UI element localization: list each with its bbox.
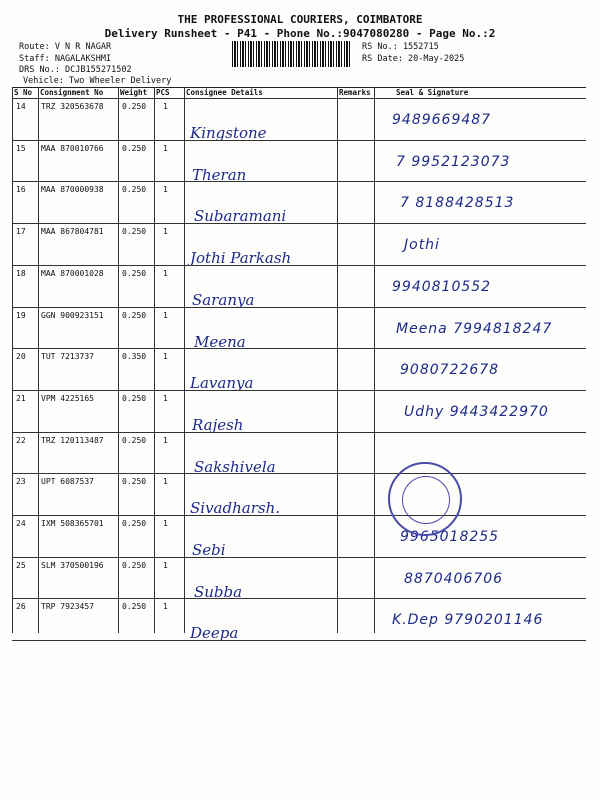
row-consignment-no: MAA 867804781 xyxy=(41,227,104,237)
row-signature-handwritten: 9080722678 xyxy=(400,362,500,379)
row-weight: 0.250 xyxy=(122,102,147,111)
row-consignee-handwritten: Sebi xyxy=(192,541,226,559)
row-sno: 14 xyxy=(16,102,26,111)
col-divider xyxy=(118,87,119,633)
row-consignee-handwritten: Kingstone xyxy=(190,124,267,142)
row-consignee-handwritten: Subaramani xyxy=(194,207,287,226)
row-consignee-handwritten: Meena xyxy=(194,332,246,351)
row-consignment-no: TUT 7213737 xyxy=(41,352,94,362)
table-border-left xyxy=(12,87,13,633)
row-consignee-handwritten: Theran xyxy=(192,165,247,184)
row-rule xyxy=(12,348,586,349)
row-pcs: 1 xyxy=(163,435,168,445)
row-signature-handwritten: Meena 7994818247 xyxy=(396,320,553,337)
staff-label: Staff: NAGALAKSHMI xyxy=(19,54,112,64)
row-weight: 0.250 xyxy=(122,519,147,528)
col-header-remarks: Remarks xyxy=(339,88,371,97)
col-header-signature: Seal & Signature xyxy=(396,88,469,97)
row-pcs: 1 xyxy=(163,560,168,570)
row-consignment-no: SLM 370500196 xyxy=(41,560,104,570)
row-consignment-no: MAA 870010766 xyxy=(41,143,104,153)
row-pcs: 1 xyxy=(163,352,168,362)
col-divider xyxy=(337,87,338,633)
row-consignee-handwritten: Rajesh xyxy=(192,415,244,434)
row-consignee-handwritten: Sakshivela xyxy=(194,457,276,476)
row-signature-handwritten: 8870406706 xyxy=(404,570,504,587)
row-sno: 26 xyxy=(16,602,26,612)
row-consignment-no: MAA 870000938 xyxy=(41,185,104,195)
col-divider xyxy=(154,87,155,633)
row-pcs: 1 xyxy=(163,393,168,403)
row-consignee-handwritten: Jothi Parkash xyxy=(190,249,292,268)
row-consignee-handwritten: Sivadharsh. xyxy=(190,499,280,518)
row-signature-handwritten: 7 9952123073 xyxy=(396,153,511,170)
row-signature-handwritten: Jothi xyxy=(404,237,440,254)
col-header-consignee: Consignee Details xyxy=(186,88,263,97)
row-sno: 21 xyxy=(16,393,26,403)
row-weight: 0.250 xyxy=(122,560,147,570)
row-rule xyxy=(12,140,586,141)
row-consignment-no: TRZ 320563678 xyxy=(41,102,104,111)
row-rule xyxy=(12,432,586,433)
row-consignment-no: GGN 900923151 xyxy=(41,310,104,320)
row-weight: 0.250 xyxy=(122,435,147,445)
col-divider xyxy=(374,87,375,633)
row-weight: 0.250 xyxy=(122,268,147,278)
row-consignment-no: IXM 508365701 xyxy=(41,519,104,528)
row-rule xyxy=(12,557,586,558)
row-pcs: 1 xyxy=(163,519,168,528)
row-weight: 0.250 xyxy=(122,602,147,612)
row-sno: 18 xyxy=(16,268,26,278)
col-header-sno: S No xyxy=(14,88,33,97)
row-rule xyxy=(12,181,586,182)
row-consignment-no: VPM 4225165 xyxy=(41,393,94,403)
row-sno: 22 xyxy=(16,435,26,445)
col-header-consignment: Consignment No xyxy=(40,88,104,97)
row-signature-handwritten: Udhy 9443422970 xyxy=(404,403,549,420)
row-weight: 0.250 xyxy=(122,310,147,320)
row-pcs: 1 xyxy=(163,185,168,195)
seal-stamp xyxy=(388,462,462,536)
row-consignment-no: UPT 6087537 xyxy=(41,477,94,487)
row-sno: 23 xyxy=(16,477,26,487)
row-weight: 0.250 xyxy=(122,227,147,237)
row-rule xyxy=(12,390,586,391)
row-sno: 17 xyxy=(16,227,26,237)
row-rule xyxy=(12,598,586,599)
row-signature-handwritten: 7 8188428513 xyxy=(400,195,515,212)
row-sno: 25 xyxy=(16,560,26,570)
col-divider xyxy=(38,87,39,633)
route-label: Route: V N R NAGAR xyxy=(19,42,112,52)
rs-no: RS No.: 1552715 xyxy=(362,42,439,52)
row-consignment-no: MAA 870001028 xyxy=(41,268,104,278)
row-weight: 0.250 xyxy=(122,477,147,487)
row-pcs: 1 xyxy=(163,143,168,153)
header-rule xyxy=(12,98,586,99)
row-pcs: 1 xyxy=(163,268,168,278)
row-rule xyxy=(12,473,586,474)
col-divider xyxy=(184,87,185,633)
row-weight: 0.350 xyxy=(122,352,147,362)
col-header-weight: Weight xyxy=(120,88,148,97)
row-sno: 15 xyxy=(16,143,26,153)
row-pcs: 1 xyxy=(163,602,168,612)
row-consignee-handwritten: Saranya xyxy=(192,290,255,309)
row-rule xyxy=(12,640,586,641)
row-signature-handwritten: K.Dep 9790201146 xyxy=(392,612,544,629)
row-signature-handwritten: 9965018255 xyxy=(400,529,500,545)
row-sno: 20 xyxy=(16,352,26,362)
row-rule xyxy=(12,515,586,516)
row-weight: 0.250 xyxy=(122,143,147,153)
rs-date: RS Date: 20-May-2025 xyxy=(362,54,465,64)
row-consignment-no: TRP 7923457 xyxy=(41,602,94,612)
company-title: THE PROFESSIONAL COURIERS, COIMBATORE xyxy=(177,13,423,26)
row-weight: 0.250 xyxy=(122,185,147,195)
row-sno: 19 xyxy=(16,310,26,320)
row-pcs: 1 xyxy=(163,102,168,111)
barcode xyxy=(232,41,352,67)
row-rule xyxy=(12,265,586,266)
row-signature-handwritten: 9940810552 xyxy=(392,278,492,295)
row-rule xyxy=(12,223,586,224)
col-header-pcs: PCS xyxy=(156,88,170,97)
row-pcs: 1 xyxy=(163,477,168,487)
runsheet-subtitle: Delivery Runsheet - P41 - Phone No.:9047080280 - Page No.:2 xyxy=(104,27,496,40)
row-rule xyxy=(12,307,586,308)
row-consignment-no: TRZ 120113487 xyxy=(41,435,104,445)
row-weight: 0.250 xyxy=(122,393,147,403)
row-consignee-handwritten: Subba xyxy=(194,582,243,601)
row-consignee-handwritten: Lavanya xyxy=(190,374,254,393)
row-pcs: 1 xyxy=(163,227,168,237)
vehicle-label: Vehicle: Two Wheeler Delivery xyxy=(23,76,172,86)
row-pcs: 1 xyxy=(163,310,168,320)
row-signature-handwritten: 9489669487 xyxy=(392,112,492,128)
drs-label: DRS No.: DCJB155271502 xyxy=(19,65,132,75)
row-consignee-handwritten: Deepa xyxy=(190,624,239,643)
row-sno: 24 xyxy=(16,519,26,528)
row-sno: 16 xyxy=(16,185,26,195)
